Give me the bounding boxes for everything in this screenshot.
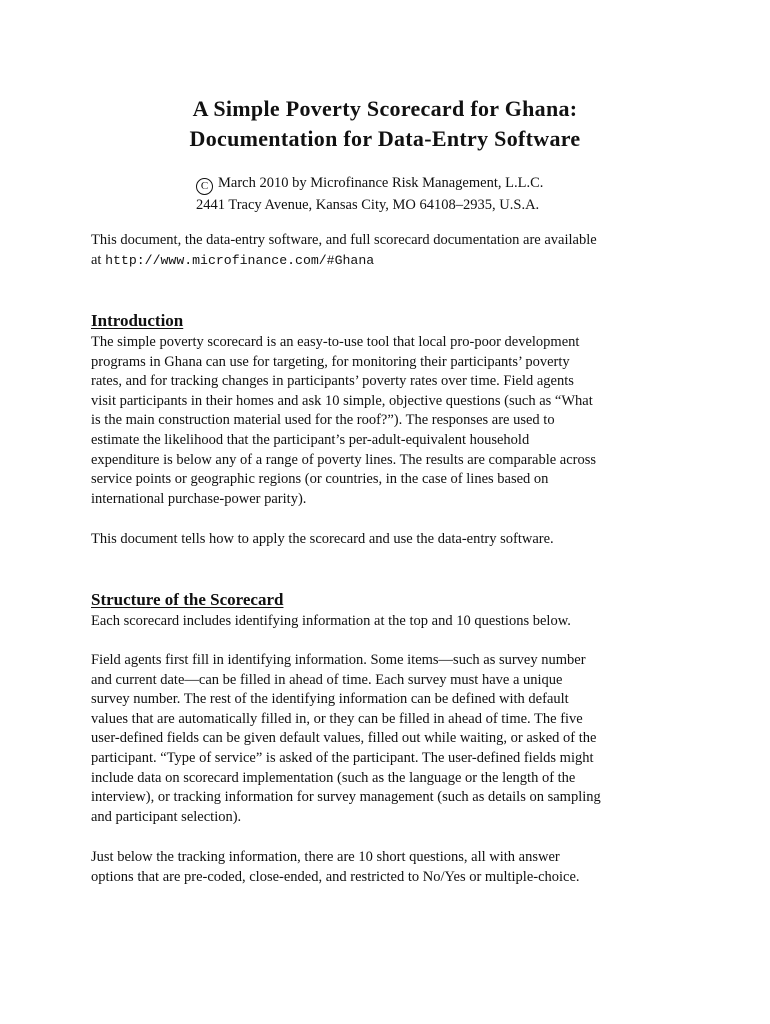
availability-note xyxy=(91,231,691,270)
paragraph-line: This document tells how to apply the scorecard and use the data-entry software. xyxy=(91,531,554,547)
paragraph-line: international purchase-power parity). xyxy=(91,490,307,507)
paragraph-line: is the main construction material used for the roof?”). The responses are used to xyxy=(91,412,555,429)
title-line-2: Documentation for Data-Entry Software xyxy=(189,126,581,151)
paragraph-line: survey number. The rest of the identifying information can be defined with default xyxy=(91,691,569,708)
paragraph-line: options that are pre-coded, close-ended, and restricted to No/Yes or multiple-choice. xyxy=(91,868,580,885)
paragraph-line: interview), or tracking information for survey management (such as details on sampling xyxy=(91,789,601,806)
availability-line-2 xyxy=(91,251,691,271)
paragraph-line: and current date—can be filled in ahead of time. Each survey must have a unique xyxy=(91,671,563,688)
paragraph-line: visit participants in their homes and ask 10 simple, objective questions (such as “What xyxy=(91,392,593,409)
title-line-1: A Simple Poverty Scorecard for Ghana: xyxy=(192,96,578,121)
paragraph-line: Field agents first fill in identifying information. Some items—such as survey number xyxy=(91,652,586,668)
website-link[interactable]: http://www.microfinance.com/#Ghana xyxy=(105,252,375,268)
address-line: 2441 Tracy Avenue, Kansas City, MO 64108–2935, U.S.A. xyxy=(196,197,540,213)
paragraph-line: The simple poverty scorecard is an easy-to-use tool that local pro-poor development xyxy=(91,334,580,350)
paragraph-line: expenditure is below any of a range of poverty lines. The results are comparable across xyxy=(91,451,597,468)
document-title xyxy=(0,94,770,154)
copyright-icon: C xyxy=(196,178,213,195)
paragraph-line: Each scorecard includes identifying information at the top and 10 questions below. xyxy=(91,613,571,629)
structure-paragraph-3 xyxy=(91,848,691,887)
structure-paragraph-2 xyxy=(91,651,691,827)
introduction-heading: Introduction xyxy=(91,311,184,330)
introduction-paragraph-1 xyxy=(91,333,691,509)
paragraph-line: Just below the tracking information, there are 10 short questions, all with answer xyxy=(91,849,560,865)
structure-paragraph-1 xyxy=(91,612,691,632)
paragraph-line: participant. “Type of service” is asked of the participant. The user-defined fields might xyxy=(91,749,594,766)
paragraph-line: programs in Ghana can use for targeting, for monitoring their participants’ poverty xyxy=(91,353,570,370)
paragraph-line: rates, and for tracking changes in participants’ poverty rates over time. Field agents xyxy=(91,373,574,390)
availability-line-1: This document, the data-entry software, and full scorecard documentation are available xyxy=(91,232,597,248)
copyright-text: March 2010 by Microfinance Risk Management, L.L.C. xyxy=(218,175,544,191)
copyright-block xyxy=(196,173,543,215)
paragraph-line: service points or geographic regions (or countries, in the case of lines based on xyxy=(91,471,549,488)
paragraph-line: estimate the likelihood that the participant’s per-adult-equivalent household xyxy=(91,431,530,448)
paragraph-line: and participant selection). xyxy=(91,808,242,825)
paragraph-line: values that are automatically filled in, or they can be filled in ahead of time. The five xyxy=(91,710,583,727)
paragraph-line: user-defined fields can be given default values, filled out while waiting, or asked of the xyxy=(91,730,597,747)
introduction-paragraph-2 xyxy=(91,530,691,550)
availability-prefix: at xyxy=(91,251,106,268)
paragraph-line: include data on scorecard implementation (such as the language or the length of the xyxy=(91,769,576,786)
copyright-line xyxy=(196,173,543,195)
structure-heading: Structure of the Scorecard xyxy=(91,590,284,609)
